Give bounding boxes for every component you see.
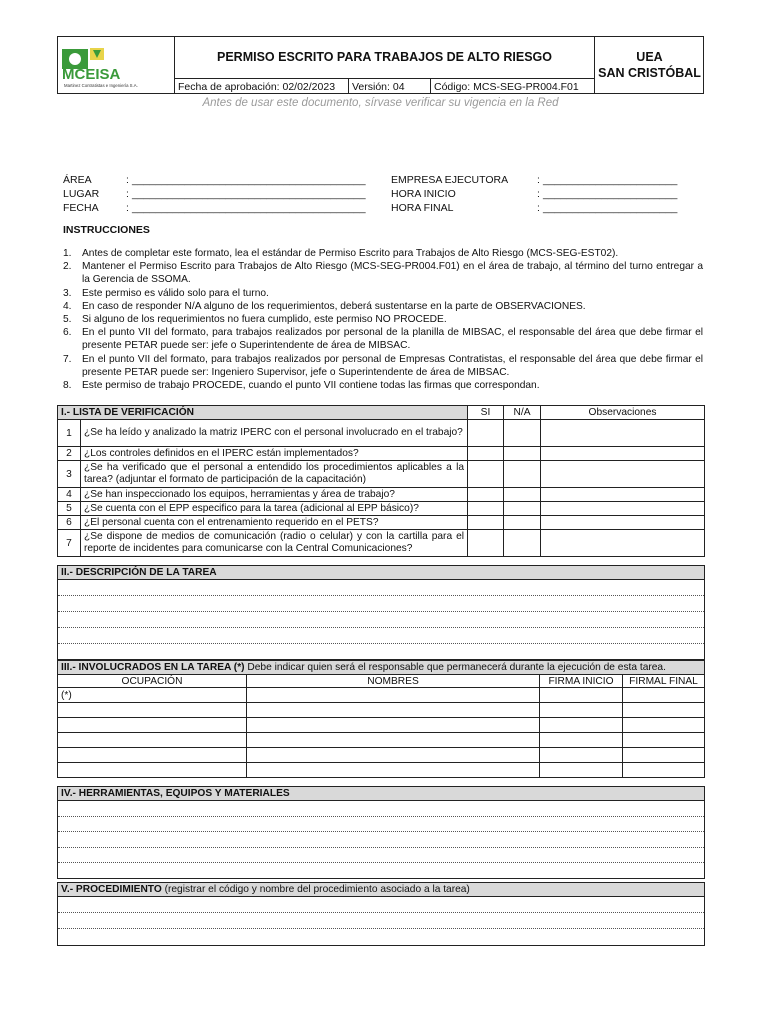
col-firma-final: FIRMAL FINAL — [623, 675, 705, 688]
na-cell[interactable] — [504, 461, 541, 488]
si-cell[interactable] — [468, 447, 504, 461]
obs-cell[interactable] — [541, 447, 705, 461]
hora-final-colon: : — [537, 202, 540, 214]
approval-date: Fecha de aprobación: 02/02/2023 — [178, 80, 336, 93]
item-question: ¿Se ha leído y analizado la matriz IPERC con el personal involucrado en el trabajo? — [81, 420, 468, 447]
task-description-section — [57, 565, 705, 660]
sign-end-cell[interactable] — [623, 748, 705, 763]
hora-final-input[interactable]: _______________________ — [543, 202, 678, 214]
tools-section — [57, 786, 705, 879]
hora-inicio-input[interactable]: _______________________ — [543, 188, 678, 200]
table-row — [58, 461, 705, 488]
sign-end-cell[interactable] — [623, 703, 705, 718]
description-line[interactable] — [58, 612, 704, 628]
name-cell[interactable] — [247, 718, 540, 733]
procedure-line[interactable] — [58, 913, 704, 929]
occupation-cell[interactable] — [58, 763, 247, 778]
lugar-label: LUGAR — [63, 188, 100, 200]
na-cell[interactable] — [504, 447, 541, 461]
area-colon: : — [126, 174, 129, 186]
na-cell[interactable] — [504, 530, 541, 557]
na-cell[interactable] — [504, 516, 541, 530]
occupation-cell[interactable] — [58, 703, 247, 718]
form-title: PERMISO ESCRITO PARA TRABAJOS DE ALTO RIESGO — [175, 36, 594, 79]
sign-start-cell[interactable] — [540, 748, 623, 763]
item-number: 3 — [58, 461, 81, 488]
item-question: ¿Se cuenta con el EPP especifico para la tarea (adicional al EPP básico)? — [81, 502, 468, 516]
lugar-input[interactable]: ________________________________________ — [132, 188, 366, 200]
lugar-colon: : — [126, 188, 129, 200]
obs-cell[interactable] — [541, 420, 705, 447]
instruction-text: Si alguno de los requerimientos no fuera cumplido, este permiso NO PROCEDE. — [82, 314, 447, 326]
table-row — [58, 516, 705, 530]
item-question: ¿Los controles definidos en el IPERC están implementados? — [81, 447, 468, 461]
tools-line[interactable] — [58, 801, 704, 817]
col-nombres: NOMBRES — [247, 675, 540, 688]
section-3-title: III.- INVOLUCRADOS EN LA TAREA (*) — [61, 662, 245, 673]
instruction-item — [63, 313, 703, 326]
description-line[interactable] — [58, 596, 704, 612]
hora-inicio-label: HORA INICIO — [391, 188, 456, 200]
section-3-note: Debe indicar quien será el responsable que permanecerá durante la ejecución de esta tarea. — [244, 662, 666, 673]
tools-line[interactable] — [58, 848, 704, 864]
table-row — [58, 420, 705, 447]
procedure-line[interactable] — [58, 897, 704, 913]
obs-cell[interactable] — [541, 488, 705, 502]
item-number: 5 — [58, 502, 81, 516]
table-row — [58, 718, 705, 733]
instruction-number: 6. — [63, 327, 72, 339]
description-line[interactable] — [58, 628, 704, 644]
mceisa-logo-icon — [57, 36, 173, 92]
na-cell[interactable] — [504, 488, 541, 502]
table-row — [58, 488, 705, 502]
involved-table — [57, 660, 705, 778]
obs-cell[interactable] — [541, 516, 705, 530]
tools-line[interactable] — [58, 817, 704, 833]
instruction-number: 5. — [63, 314, 72, 326]
section-5-note: (registrar el código y nombre del procedimiento asociado a la tarea) — [161, 884, 470, 895]
validity-note: Antes de usar este documento, sírvase verificar su vigencia en la Red — [202, 97, 559, 109]
instruction-number: 8. — [63, 380, 72, 392]
name-cell[interactable] — [247, 733, 540, 748]
item-number: 7 — [58, 530, 81, 557]
name-cell[interactable] — [247, 703, 540, 718]
table-row — [58, 763, 705, 778]
company-logo — [57, 36, 175, 94]
table-row — [58, 748, 705, 763]
version: Versión: 04 — [348, 79, 430, 94]
name-cell[interactable] — [247, 748, 540, 763]
item-number: 1 — [58, 420, 81, 447]
table-row — [58, 688, 705, 703]
instructions-title: INSTRUCCIONES — [63, 224, 150, 236]
responsible-mark: (*) — [58, 688, 247, 703]
obs-cell[interactable] — [541, 502, 705, 516]
hora-final-label: HORA FINAL — [391, 202, 454, 214]
sign-end-cell[interactable] — [623, 688, 705, 703]
instruction-number: 4. — [63, 300, 72, 312]
instruction-number: 3. — [63, 287, 72, 299]
description-line[interactable] — [58, 644, 704, 659]
occupation-cell[interactable] — [58, 748, 247, 763]
section-3-header — [58, 661, 705, 675]
instruction-item — [63, 326, 703, 352]
instruction-item — [63, 287, 703, 300]
instruction-number: 2. — [63, 261, 72, 273]
procedure-section — [57, 882, 705, 946]
section-2-title: II.- DESCRIPCIÓN DE LA TAREA — [58, 566, 704, 580]
logo-subtext: Martinez Contratistas e Ingeniería S.A. — [64, 83, 138, 88]
description-line[interactable] — [58, 580, 704, 596]
area-input[interactable]: ________________________________________ — [132, 174, 366, 186]
instruction-text: En el punto VII del formato, para trabajos realizados por personal de la planilla de MIBSAC, el responsable del área que debe firmar el presente PETAR puede ser: jefe o Superintendente de área de MIBSAC. — [82, 327, 703, 352]
item-number: 2 — [58, 447, 81, 461]
si-cell[interactable] — [468, 420, 504, 447]
sign-start-cell[interactable] — [540, 718, 623, 733]
section-4-title: IV.- HERRAMIENTAS, EQUIPOS Y MATERIALES — [58, 787, 704, 801]
table-row — [58, 447, 705, 461]
table-row — [58, 703, 705, 718]
obs-cell[interactable] — [541, 461, 705, 488]
sign-end-cell[interactable] — [623, 718, 705, 733]
si-cell[interactable] — [468, 530, 504, 557]
document-code: Código: MCS-SEG-PR004.F01 — [430, 79, 594, 94]
col-observaciones: Observaciones — [541, 406, 705, 420]
instruction-item — [63, 379, 703, 392]
si-cell[interactable] — [468, 502, 504, 516]
si-cell[interactable] — [468, 488, 504, 502]
unit-line-1: UEA — [636, 50, 663, 64]
item-question: ¿Se ha verificado que el personal a entendido los procedimientos aplicables a la tarea? (adjuntar el formato de participación de la capacitación) — [81, 461, 468, 488]
instruction-text: Mantener el Permiso Escrito para Trabajos de Alto Riesgo (MCS-SEG-PR004.F01) en el área de trabajo, al término del turno entregar a la Gerencia de SSOMA. — [82, 261, 703, 286]
occupation-cell[interactable] — [58, 718, 247, 733]
name-cell[interactable] — [247, 763, 540, 778]
instruction-item — [63, 247, 703, 260]
instruction-text: Este permiso de trabajo PROCEDE, cuando el punto VII contiene todas las firmas que correspondan. — [82, 380, 540, 392]
name-cell[interactable] — [247, 688, 540, 703]
area-label: ÁREA — [63, 174, 92, 186]
empresa-colon: : — [537, 174, 540, 186]
obs-cell[interactable] — [541, 530, 705, 557]
item-number: 4 — [58, 488, 81, 502]
si-cell[interactable] — [468, 461, 504, 488]
tools-line[interactable] — [58, 863, 704, 878]
sign-start-cell[interactable] — [540, 763, 623, 778]
section-5-header — [58, 883, 704, 897]
fecha-input[interactable]: ________________________________________ — [132, 202, 366, 214]
sign-end-cell[interactable] — [623, 733, 705, 748]
tools-line[interactable] — [58, 832, 704, 848]
table-row — [58, 530, 705, 557]
instruction-item — [63, 353, 703, 379]
logo-wordmark: MCEISA — [62, 66, 121, 83]
unit-line-2: SAN CRISTÓBAL — [598, 66, 701, 80]
checklist-title: I.- LISTA DE VERIFICACIÓN — [58, 406, 468, 420]
fecha-colon: : — [126, 202, 129, 214]
instruction-text: Antes de completar este formato, lea el estándar de Permiso Escrito para Trabajos de Alto Riesgo (MCS-SEG-EST02). — [82, 248, 619, 259]
empresa-input[interactable]: _______________________ — [543, 174, 678, 186]
hora-inicio-colon: : — [537, 188, 540, 200]
col-si: SI — [468, 406, 504, 420]
instruction-text: En caso de responder N/A alguno de los requerimientos, deberá sustentarse en la parte de OBSERVACIONES. — [82, 300, 586, 312]
procedure-line[interactable] — [58, 929, 704, 945]
instruction-item — [63, 300, 703, 313]
unit-block — [594, 36, 704, 94]
sign-start-cell[interactable] — [540, 688, 623, 703]
si-cell[interactable] — [468, 516, 504, 530]
checklist-table — [57, 405, 705, 557]
sign-start-cell[interactable] — [540, 703, 623, 718]
empresa-label: EMPRESA EJECUTORA — [391, 174, 509, 186]
item-question: ¿Se dispone de medios de comunicación (radio o celular) y con la cartilla para el reporte de incidentes para comunicarse con la Central Comunicaciones? — [81, 530, 468, 557]
na-cell[interactable] — [504, 420, 541, 447]
section-5-title: V.- PROCEDIMIENTO — [61, 884, 162, 895]
item-question: ¿El personal cuenta con el entrenamiento requerido en el PETS? — [81, 516, 468, 530]
item-question: ¿Se han inspeccionado los equipos, herramientas y área de trabajo? — [81, 488, 468, 502]
sign-end-cell[interactable] — [623, 763, 705, 778]
col-firma-inicio: FIRMA INICIO — [540, 675, 623, 688]
occupation-cell[interactable] — [58, 733, 247, 748]
instructions-list — [63, 247, 703, 392]
col-ocupacion: OCUPACIÓN — [58, 675, 247, 688]
col-na: N/A — [504, 406, 541, 420]
table-row — [58, 502, 705, 516]
item-number: 6 — [58, 516, 81, 530]
instruction-text: En el punto VII del formato, para trabajos realizados por personal de Empresas Contratistas, el responsable del área que debe firmar el presente PETAR puede ser: Ingeniero Supervisor, jefe o Superintendente de área de MIBSAC. — [82, 353, 703, 378]
fecha-label: FECHA — [63, 202, 99, 214]
instruction-number: 7. — [63, 353, 72, 365]
sign-start-cell[interactable] — [540, 733, 623, 748]
table-row — [58, 733, 705, 748]
instruction-item — [63, 260, 703, 286]
instruction-number: 1. — [63, 248, 72, 259]
instruction-text: Este permiso es válido solo para el turno. — [82, 287, 269, 299]
na-cell[interactable] — [504, 502, 541, 516]
